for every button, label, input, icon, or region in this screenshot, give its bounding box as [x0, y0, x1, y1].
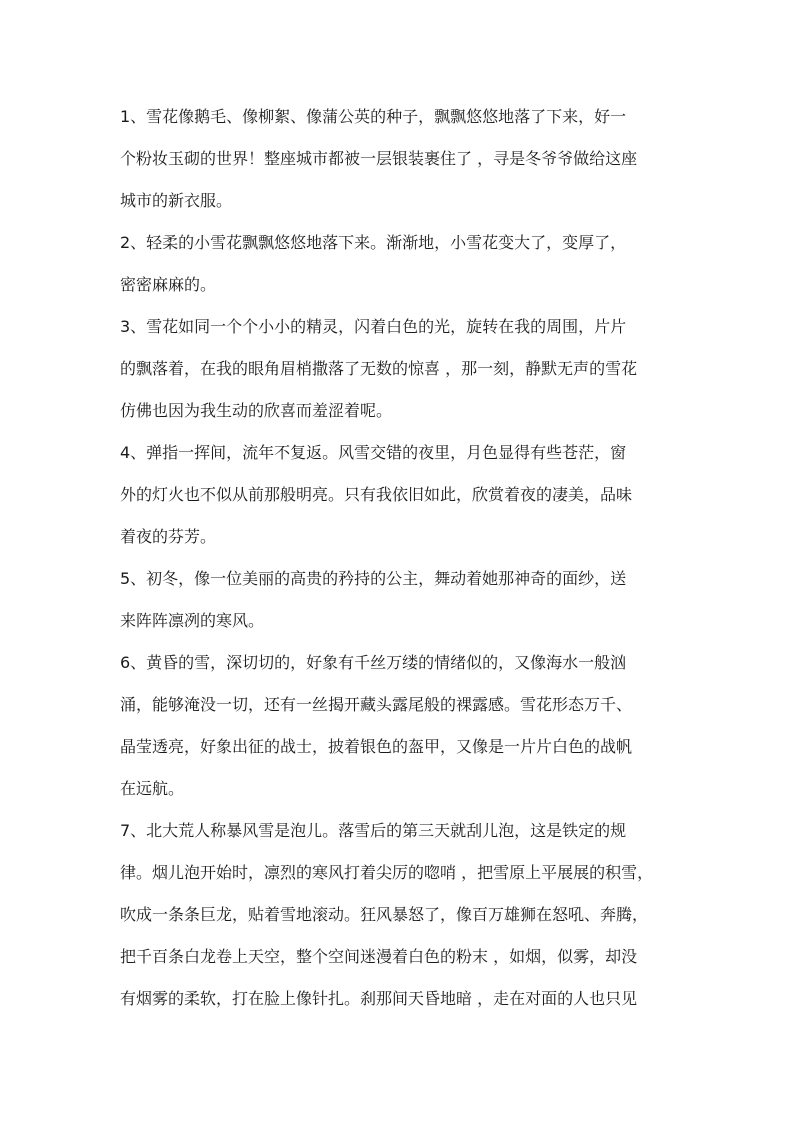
text-line-10: 外的灯火也不似从前那般明亮。只有我依旧如此，欣赏着夜的凄美，品味 [120, 485, 633, 504]
text-line-15: 涌，能够淹没一切，还有一丝揭开藏头露尾般的裸露感。雪花形态万千、 [120, 695, 633, 714]
text-line-6: 3、雪花如同一个个小小的精灵，闪着白色的光，旋转在我的周围，片片 [120, 317, 627, 336]
text-line-9: 4、弹指一挥间，流年不复返。风雪交错的夜里，月色显得有些苍茫，窗 [120, 443, 627, 462]
text-line-21: 把千百条白龙卷上天空，整个空间迷漫着白色的粉末 ，如烟，似雾，却没 [120, 947, 638, 966]
text-line-11: 着夜的芬芳。 [120, 527, 217, 546]
text-line-12: 5、初冬，像一位美丽的高贵的矜持的公主，舞动着她那神奇的面纱，送 [120, 569, 627, 588]
text-line-18: 7、北大荒人称暴风雪是泡儿。落雪后的第三天就刮儿泡，这是铁定的规 [120, 821, 627, 840]
text-line-17: 在远航。 [120, 779, 185, 798]
text-line-20: 吹成一条条巨龙，贴着雪地滚动。狂风暴怒了，像百万雄狮在怒吼、奔腾， [120, 905, 649, 924]
text-line-4: 2、轻柔的小雪花飘飘悠悠地落下来。渐渐地，小雪花变大了，变厚了， [120, 233, 627, 252]
text-line-7: 的飘落着，在我的眼角眉梢撒落了无数的惊喜 ，那一刻，静默无声的雪花 [120, 359, 638, 378]
text-line-13: 来阵阵凛冽的寒风。 [120, 611, 265, 630]
text-line-5: 密密麻麻的。 [120, 275, 217, 294]
text-line-22: 有烟雾的柔软，打在脸上像针扎。刹那间天昏地暗 ，走在对面的人也只见 [120, 989, 638, 1008]
text-line-8: 仿佛也因为我生动的欣喜而羞涩着呢。 [120, 401, 393, 420]
text-line-16: 晶莹透亮，好象出征的战士，披着银色的盔甲，又像是一片片白色的战帆 [120, 737, 633, 756]
text-line-19: 律。烟儿泡开始时，凛烈的寒风打着尖厉的唿哨 ，把雪原上平展展的积雪， [120, 863, 654, 882]
text-line-3: 城市的新衣服。 [120, 191, 233, 210]
text-line-2: 个粉妆玉砌的世界！整座城市都被一层银装裹住了 ，寻是冬爷爷做给这座 [120, 149, 638, 168]
text-line-14: 6、黄昏的雪，深切切的，好象有千丝万缕的情绪似的，又像海水一般汹 [120, 653, 627, 672]
text-line-1: 1、雪花像鹅毛、像柳絮、像蒲公英的种子，飘飘悠悠地落了下来，好一 [120, 107, 627, 126]
